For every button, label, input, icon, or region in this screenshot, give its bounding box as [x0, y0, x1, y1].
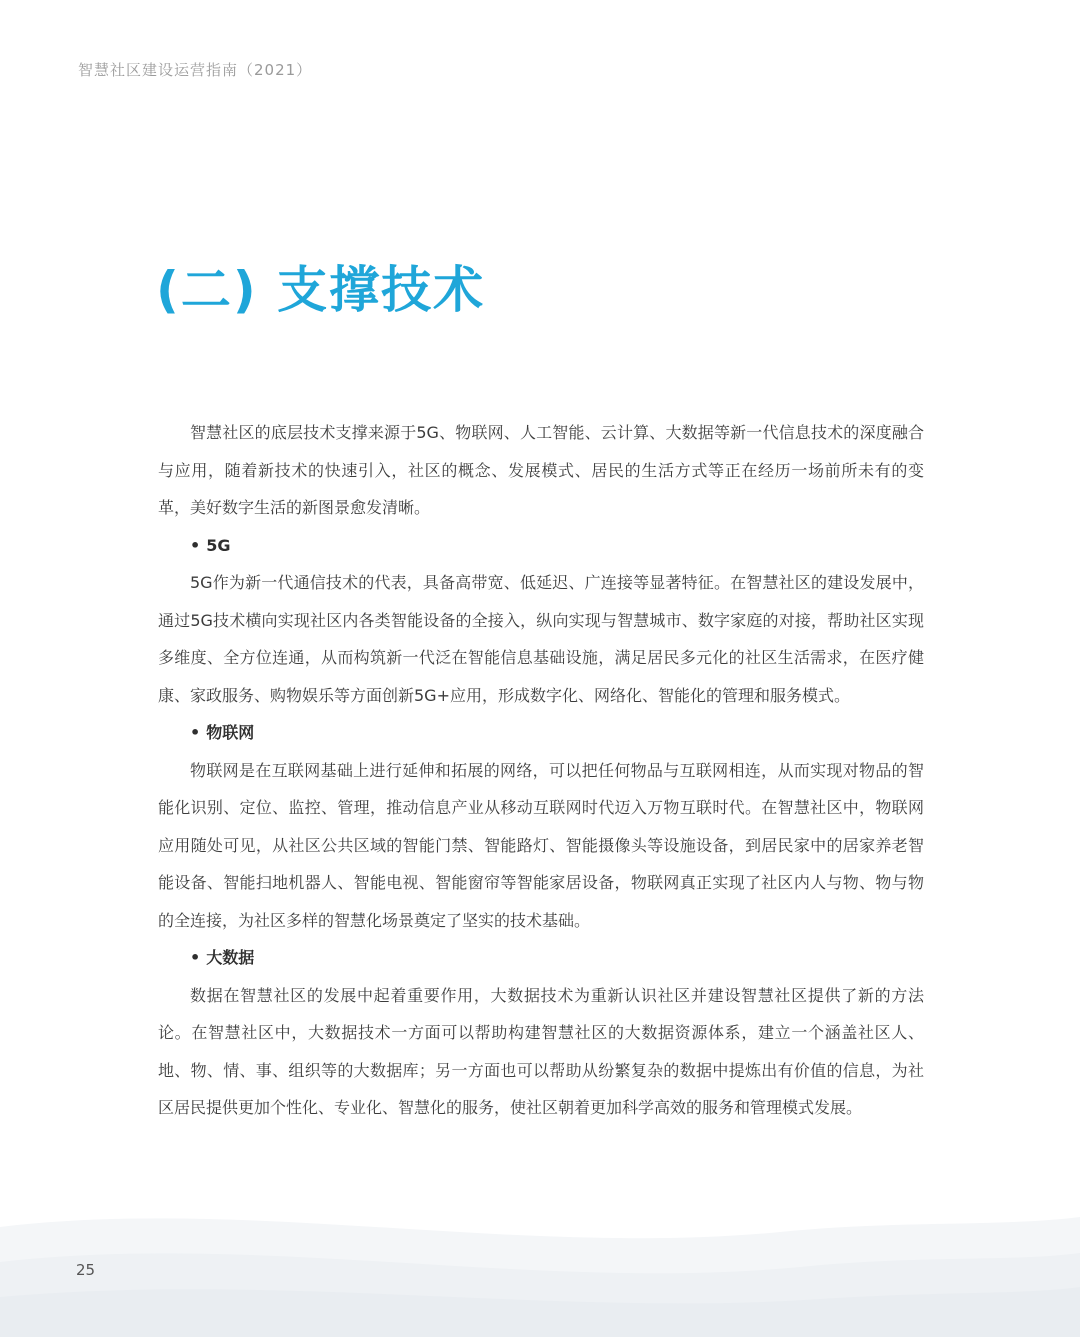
intro-paragraph: 智慧社区的底层技术支撑来源于5G、物联网、人工智能、云计算、大数据等新一代信息技术的深度融合与应用，随着新技术的快速引入，社区的概念、发展模式、居民的生活方式等正在经历一场前所未有的变革，美好数字生活的新图景愈发清晰。 — [158, 423, 924, 517]
paragraph-5g: 5G作为新一代通信技术的代表，具备高带宽、低延迟、广连接等显著特征。在智慧社区的建设发展中，通过5G技术横向实现社区内各类智能设备的全接入，纵向实现与智慧城市、数字家庭的对接，帮助社区实现多维度、全方位连通，从而构筑新一代泛在智能信息基础设施，满足居民多元化的社区生活需求，在医疗健康、家政服务、购物娱乐等方面创新5G+应用，形成数字化、网络化、智能化的管理和服务模式。 — [158, 573, 924, 705]
section-title: (二) 支撑技术 — [156, 261, 486, 319]
bullet-icon: • — [190, 723, 201, 742]
page-number: 25 — [76, 1261, 96, 1279]
paragraph-big-data: 数据在智慧社区的发展中起着重要作用，大数据技术为重新认识社区并建设智慧社区提供了新的方法论。在智慧社区中，大数据技术一方面可以帮助构建智慧社区的大数据资源体系，建立一个涵盖社区人、地、物、情、事、组织等的大数据库；另一方面也可以帮助从纷繁复杂的数据中提炼出有价值的信息，为社区居民提供更加个性化、专业化、智慧化的服务，使社区朝着更加科学高效的服务和管理模式发展。 — [158, 985, 924, 1117]
subheading-big-data — [158, 939, 924, 977]
body-content — [158, 414, 924, 1127]
subheading-label: 大数据 — [206, 948, 255, 967]
bullet-icon: • — [190, 535, 201, 555]
paragraph-iot: 物联网是在互联网基础上进行延伸和拓展的网络，可以把任何物品与互联网相连，从而实现对物品的智能化识别、定位、监控、管理，推动信息产业从移动互联网时代迈入万物互联时代。在智慧社区中，物联网应用随处可见，从社区公共区域的智能门禁、智能路灯、智能摄像头等设施设备，到居民家中的居家养老智能设备、智能扫地机器人、智能电视、智能窗帘等智能家居设备，物联网真正实现了社区内人与物、物与物的全连接，为社区多样的智慧化场景奠定了坚实的技术基础。 — [158, 760, 924, 930]
subheading-5g — [158, 527, 924, 565]
bullet-icon: • — [190, 948, 201, 967]
subheading-iot — [158, 714, 924, 752]
subheading-label: 5G — [206, 535, 231, 555]
running-header: 智慧社区建设运营指南（2021） — [78, 61, 313, 79]
footer-wave-decoration — [0, 1187, 1080, 1337]
subheading-label: 物联网 — [206, 723, 255, 742]
